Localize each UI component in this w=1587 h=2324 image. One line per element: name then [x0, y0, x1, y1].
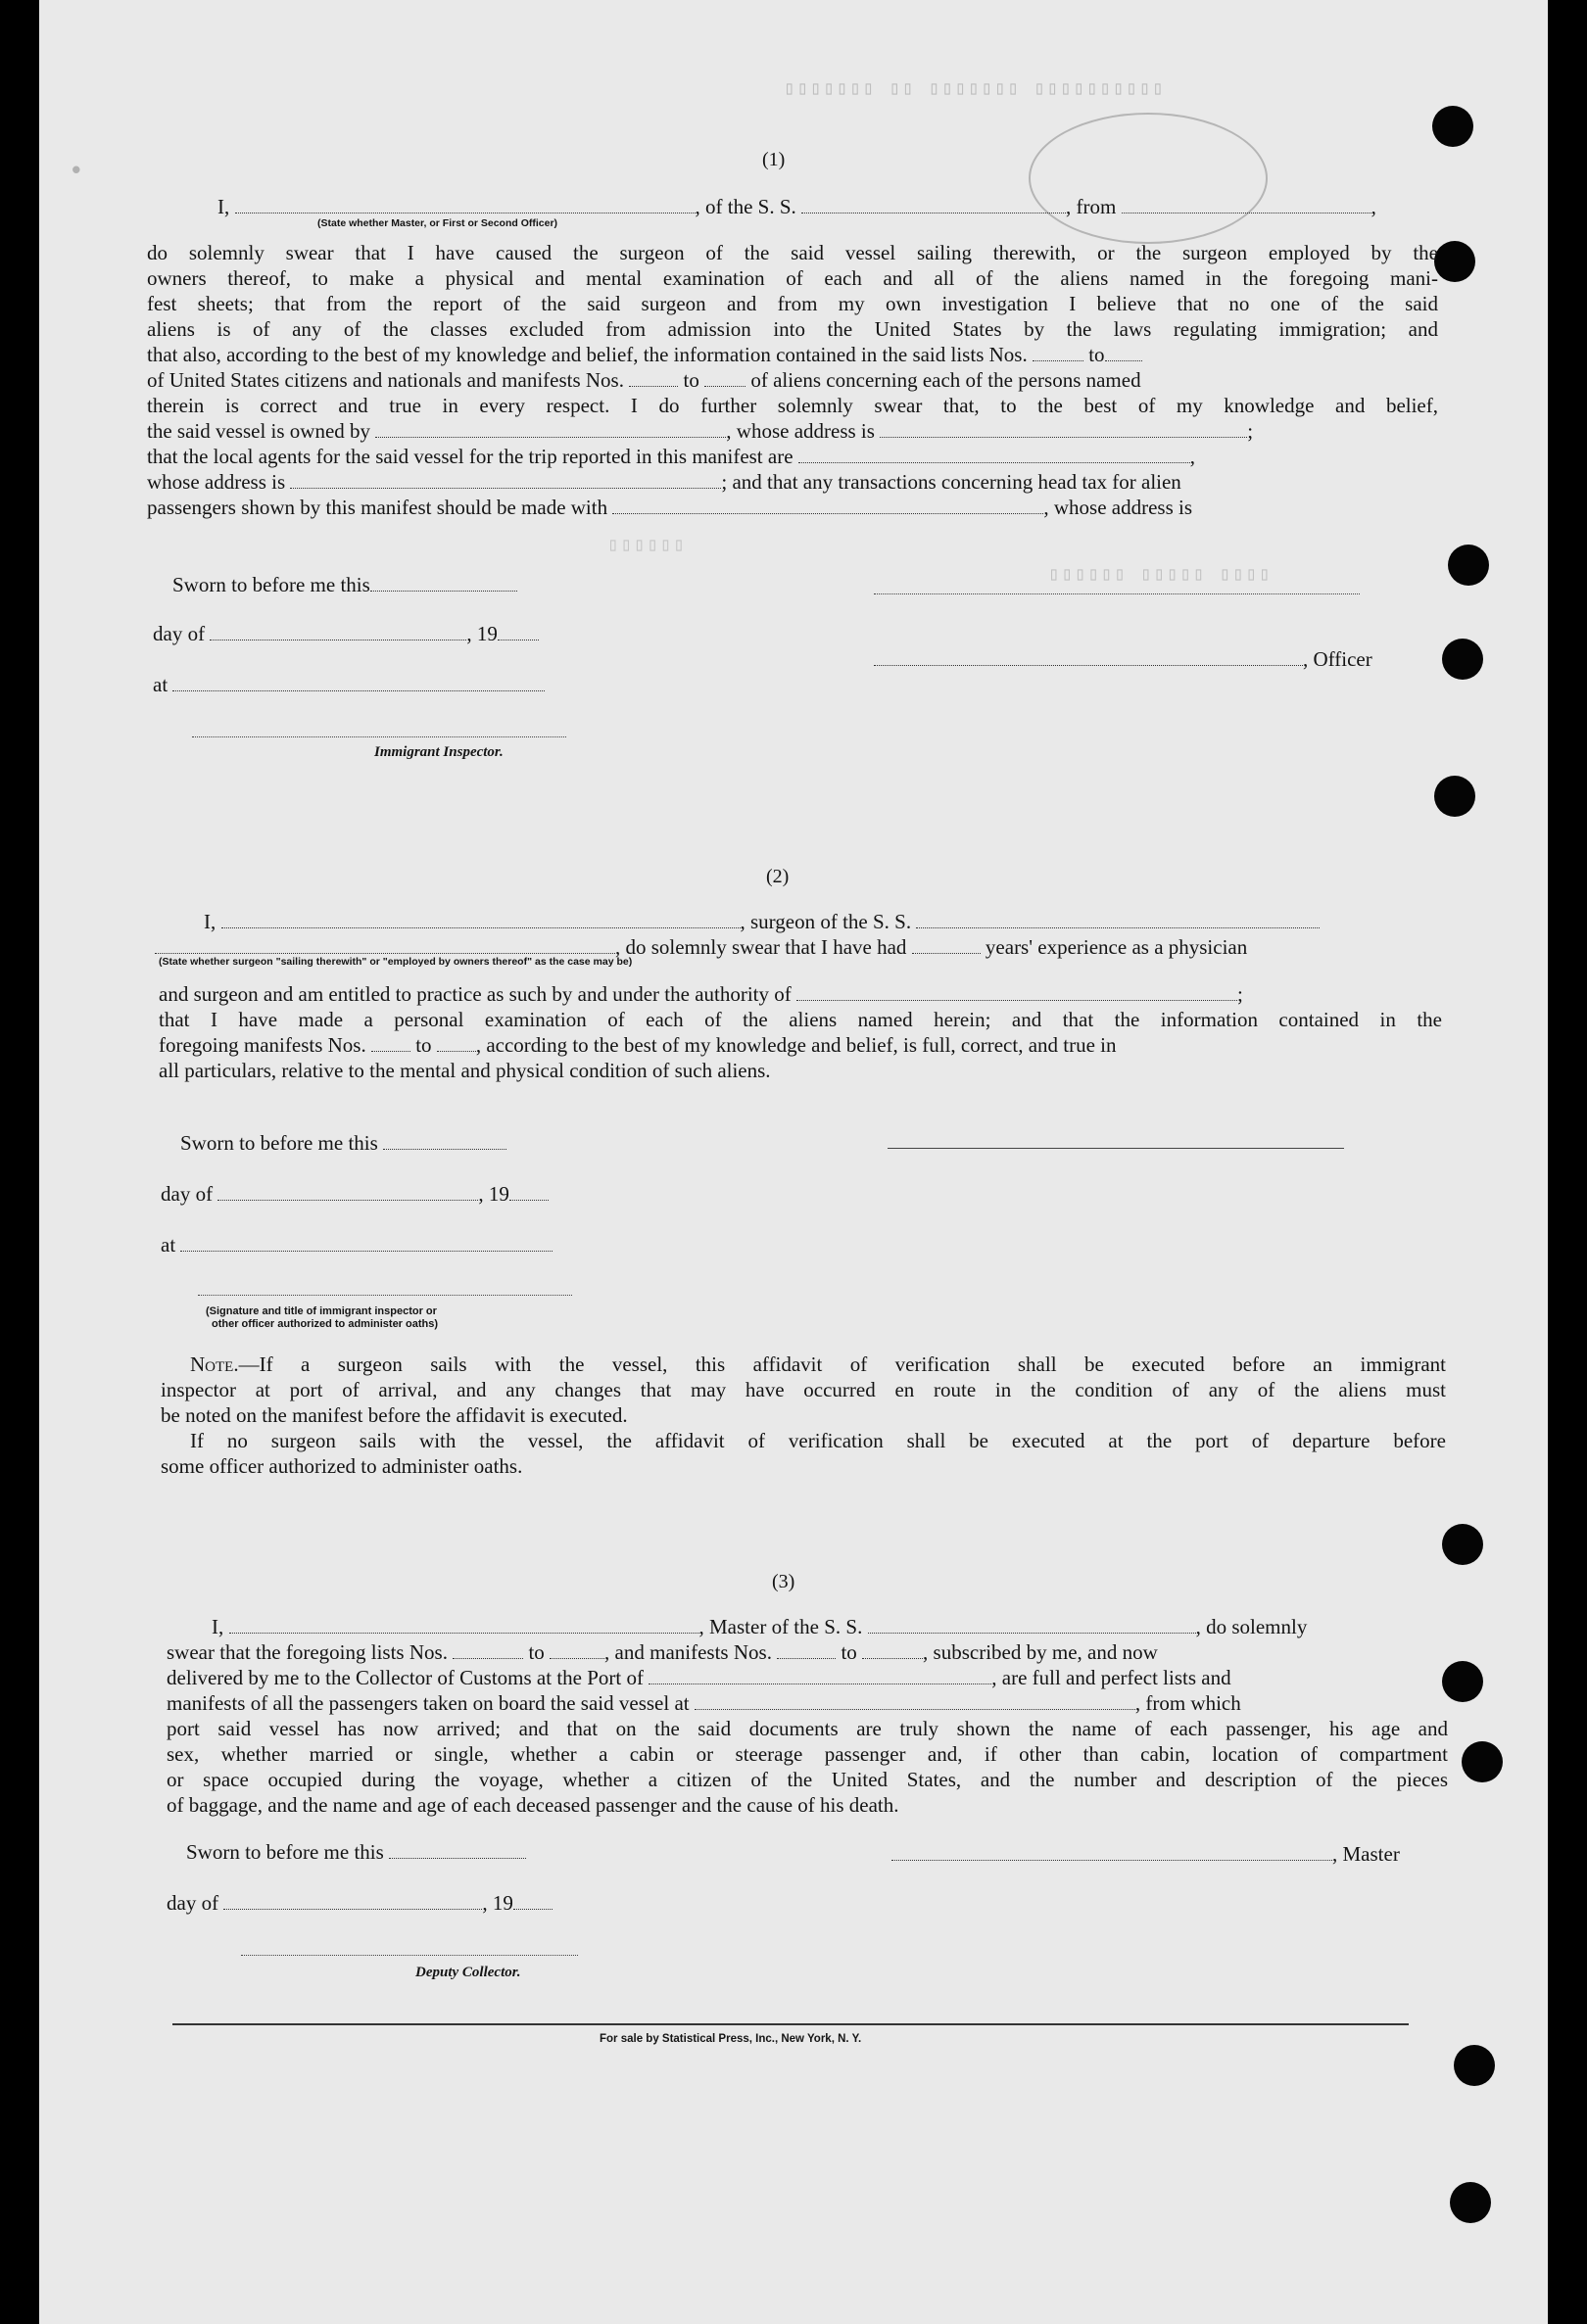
s2-vessel-blank[interactable]: [916, 910, 1320, 928]
s2-surgeon-name-blank[interactable]: [221, 910, 741, 928]
s1-inspector-caption: Immigrant Inspector.: [374, 744, 504, 760]
s3-dayof-line: day of , 19: [167, 1890, 553, 1916]
s1-year-blank[interactable]: [498, 622, 539, 640]
s1-at-blank[interactable]: [172, 673, 545, 691]
s3-boarded-at-blank[interactable]: [695, 1691, 1135, 1710]
s2-signature-line: [888, 1148, 1344, 1149]
s2-paragraph: [159, 981, 1442, 1083]
s1-para-line-1: do solemnly swear that I have caused the surgeon of the said vessel sailing therewith, or the surgeon employed by the: [147, 241, 1438, 264]
s2-signature-caption-1: (Signature and title of immigrant inspector or: [206, 1305, 437, 1317]
s2-sworn-blank[interactable]: [383, 1131, 506, 1150]
s3-year-blank[interactable]: [513, 1891, 553, 1910]
binder-hole-4: [1442, 639, 1483, 680]
s3-sworn-blank[interactable]: [389, 1840, 526, 1859]
s1-sworn-line: Sworn to before me this: [172, 572, 517, 597]
s1-owner-address-blank[interactable]: [880, 419, 1247, 438]
s1-signature-line: [874, 593, 1360, 594]
s3-manifests-to-blank[interactable]: [862, 1640, 923, 1659]
s3-para-line-3: manifests of all the passengers taken on board the said vessel at , from which: [167, 1691, 1241, 1715]
s3-sworn-line: Sworn to before me this: [186, 1839, 526, 1865]
s1-inspector-line: [192, 736, 566, 737]
s3-manifests-from-blank[interactable]: [777, 1640, 836, 1659]
s1-officer-signature-blank[interactable]: [874, 647, 1303, 666]
s1-sworn-blank[interactable]: [370, 573, 517, 592]
s3-master-signature-blank[interactable]: [891, 1842, 1332, 1861]
s1-para-line-4: aliens is of any of the classes excluded from admission into the United States by the laws regulating immigration; and: [147, 317, 1438, 341]
s3-day-blank[interactable]: [223, 1891, 482, 1910]
s3-para-line-4: port said vessel has now arrived; and that on the said documents are truly shown the name of each passenger, his age and: [167, 1717, 1448, 1740]
binder-hole-3: [1448, 545, 1489, 586]
binder-hole-1: [1432, 106, 1473, 147]
s1-vessel-blank[interactable]: [801, 195, 1066, 213]
s3-master-name-blank[interactable]: [229, 1615, 699, 1634]
note-line-3: be noted on the manifest before the affidavit is executed.: [161, 1403, 628, 1427]
s1-officer-name-blank[interactable]: [235, 195, 696, 213]
s1-para-line-2: owners thereof, to make a physical and mental examination of each and all of the aliens named in the foregoing mani-: [147, 266, 1438, 290]
s3-line-1: I, , Master of the S. S. , do solemnly: [212, 1615, 1308, 1638]
binder-hole-9: [1454, 2045, 1495, 2086]
s1-para-line-9: that the local agents for the said vessel for the trip reported in this manifest are ,: [147, 445, 1196, 468]
binder-hole-8: [1462, 1741, 1503, 1782]
s2-line-1: I, , surgeon of the S. S.: [204, 909, 1320, 934]
s1-line-1: I, , of the S. S. , from ,: [217, 195, 1376, 218]
s3-master-sign-line: , Master: [891, 1841, 1400, 1867]
s1-paragraph: [147, 240, 1438, 520]
s1-agents-blank[interactable]: [798, 445, 1190, 463]
s1-para-line-10: whose address is ; and that any transactions concerning head tax for alien: [147, 470, 1181, 494]
note-paragraph: [161, 1352, 1446, 1479]
s2-status-blank[interactable]: [155, 935, 615, 954]
s3-paragraph: [167, 1639, 1448, 1818]
s2-para-line-1: and surgeon and am entitled to practice as such by and under the authority of ;: [159, 982, 1243, 1006]
s1-para-line-6: of United States citizens and nationals and manifests Nos. to of aliens concerning each of the persons named: [147, 368, 1141, 392]
s1-headtax-blank[interactable]: [612, 496, 1043, 514]
s1-manifests-to-blank[interactable]: [704, 368, 745, 387]
binder-hole-10: [1450, 2182, 1491, 2223]
s3-deputy-caption: Deputy Collector.: [415, 1965, 521, 1980]
bleed-through-text-4: ▯▯▯▯▯▯: [607, 535, 687, 556]
s1-day-blank[interactable]: [210, 622, 466, 640]
s3-lists-from-blank[interactable]: [453, 1640, 523, 1659]
s2-signature-caption-2: other officer authorized to administer oaths): [212, 1318, 439, 1330]
s3-para-line-2: delivered by me to the Collector of Customs at the Port of , are full and perfect lists and: [167, 1666, 1231, 1689]
s2-manifests-from-blank[interactable]: [371, 1033, 410, 1052]
s2-manifests-to-blank[interactable]: [437, 1033, 476, 1052]
s3-deputy-line: [241, 1955, 578, 1956]
section-1-number: (1): [762, 149, 786, 170]
s1-lists-to-blank[interactable]: [1105, 343, 1142, 361]
s3-vessel-blank[interactable]: [868, 1615, 1196, 1634]
s3-para-line-7: of baggage, and the name and age of each deceased passenger and the cause of his death.: [167, 1793, 899, 1817]
note-line-2: inspector at port of arrival, and any changes that may have occurred en route in the condition of any of the aliens must: [161, 1378, 1446, 1401]
s2-at-line: at: [161, 1232, 553, 1257]
s1-dayof-line: day of , 19: [153, 621, 539, 646]
binder-hole-7: [1442, 1661, 1483, 1702]
s2-day-blank[interactable]: [217, 1182, 478, 1201]
bleed-through-stamp: [1029, 113, 1268, 244]
s3-port-blank[interactable]: [649, 1666, 991, 1684]
s2-at-blank[interactable]: [180, 1233, 553, 1252]
s2-dayof-line: day of , 19: [161, 1181, 549, 1207]
manifest-affidavit-page: [39, 0, 1548, 2324]
s1-at-line: at: [153, 672, 545, 697]
note-head: Note.: [190, 1352, 239, 1376]
s1-officer-line: , Officer: [874, 646, 1372, 672]
s1-from-label: , from: [1066, 195, 1117, 218]
s1-para-line-5: that also, according to the best of my knowledge and belief, the information contained in the said lists Nos. to: [147, 342, 1438, 367]
s1-i-label: I,: [217, 195, 230, 218]
s3-para-line-5: sex, whether married or single, whether a cabin or steerage passenger and, if other than cabin, location of compartment: [167, 1742, 1448, 1766]
note-line-4: If no surgeon sails with the vessel, the affidavit of verification shall be executed at the port of departure before: [190, 1429, 1446, 1452]
s1-manifests-from-blank[interactable]: [629, 368, 678, 387]
s1-ss-label: , of the S. S.: [695, 195, 796, 218]
s1-lists-from-blank[interactable]: [1033, 343, 1083, 361]
s2-inspector-line: [198, 1295, 572, 1296]
s1-owner-blank[interactable]: [375, 419, 726, 438]
s2-status-caption: (State whether surgeon "sailing therewith" or "employed by owners thereof" as the case may be): [159, 956, 633, 968]
s1-para-line-11: passengers shown by this manifest should be made with , whose address is: [147, 496, 1193, 519]
s2-year-blank[interactable]: [509, 1182, 549, 1201]
s2-authority-blank[interactable]: [796, 982, 1237, 1001]
s3-para-line-6: or space occupied during the voyage, whether a citizen of the United States, and the number and description of the pieces: [167, 1768, 1448, 1791]
s2-sworn-line: Sworn to before me this: [180, 1130, 506, 1156]
s1-para-line-3: fest sheets; that from the report of the said surgeon and from my own investigation I believe that no one of the said: [147, 292, 1438, 315]
s1-para-line-8: the said vessel is owned by , whose address is ;: [147, 419, 1254, 443]
s2-para-line-2: that I have made a personal examination of each of the aliens named herein; and that the information contained in the: [159, 1008, 1442, 1031]
s2-para-line-3: foregoing manifests Nos. to , according to the best of my knowledge and belief, is full, correct, and true in: [159, 1033, 1117, 1057]
note-line-5: some officer authorized to administer oaths.: [161, 1454, 523, 1478]
note-line-1: Note.—If a surgeon sails with the vessel, this affidavit of verification shall be executed before an immigrant: [190, 1352, 1446, 1376]
bleed-through-text-1: ▯▯▯▯▯▯▯ ▯▯ ▯▯▯▯▯▯▯ ▯▯▯▯▯▯▯▯▯▯: [784, 78, 1166, 100]
s3-lists-to-blank[interactable]: [550, 1640, 604, 1659]
s1-agents-address-blank[interactable]: [290, 470, 721, 489]
binder-hole-2: [1434, 241, 1475, 282]
s3-para-line-1: swear that the foregoing lists Nos. to , and manifests Nos. to , subscribed by me, and now: [167, 1640, 1158, 1664]
s2-para-line-4: all particulars, relative to the mental and physical condition of such aliens.: [159, 1059, 771, 1082]
footer-publisher: For sale by Statistical Press, Inc., New York, N. Y.: [600, 2033, 862, 2045]
footer-rule: [172, 2023, 1409, 2025]
s2-years-blank[interactable]: [912, 935, 981, 954]
s1-para-line-7: therein is correct and true in every respect. I do further solemnly swear that, to the best of my knowledge and belief,: [147, 394, 1438, 417]
binder-hole-6: [1442, 1524, 1483, 1565]
bleed-through-text-2: •: [69, 157, 86, 186]
s1-officer-caption: (State whether Master, or First or Second Officer): [317, 217, 558, 229]
section-3-number: (3): [772, 1571, 795, 1592]
bleed-through-text-3: ▯▯▯▯▯▯ ▯▯▯▯▯ ▯▯▯▯: [1048, 564, 1273, 586]
binder-hole-5: [1434, 776, 1475, 817]
s1-from-blank[interactable]: [1122, 195, 1371, 213]
section-2-number: (2): [766, 866, 790, 887]
s2-line-2: , do solemnly swear that I have had years' experience as a physician: [155, 934, 1247, 960]
